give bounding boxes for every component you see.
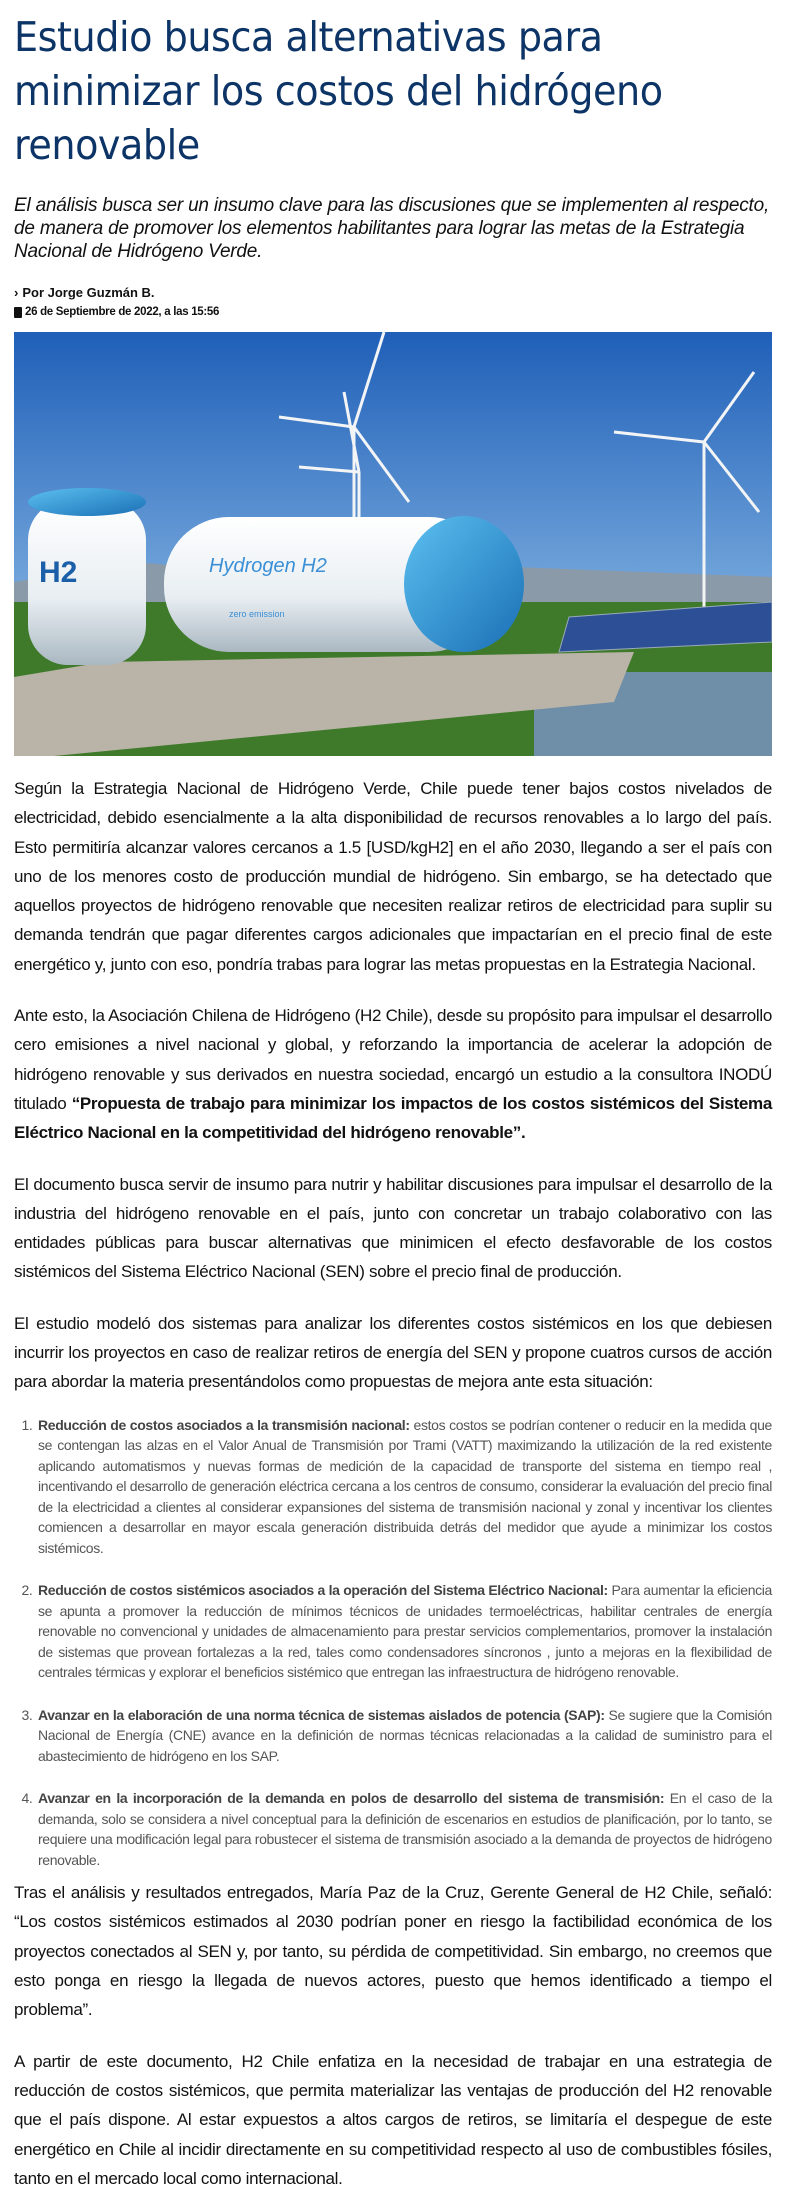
list-item-text: estos costos se podrían contener o reducir en la medida que se contengan las alzas en el Valor Anual de Transmisión por Trami (VATT) maximizando la utilización de la red existente aplicando automatismos y nuevas formas de medición de la capacidad de transporte del sistema en tiempo real , incentivando el desarrollo de generación eléctrica cercana a los centros de consumo, considerar la evaluación del precio final de la electricidad a clientes al considerar expansiones del sistema de transmisión nacional y zonal y incentivar los clientes comiencen a desarrollar en mayor escala generación distribuida detrás del medidor que ayude a minimizar los costos sistémicos.: [38, 1416, 772, 1556]
calendar-icon: [14, 307, 22, 318]
article-lead: El análisis busca ser un insumo clave para las discusiones que se implementen al respecto, de manera de promover los elementos habilitantes para lograr las metas de la Estrategia Nacional de Hidrógeno Verde.: [14, 195, 770, 262]
list-item: [36, 1788, 772, 1870]
paragraph-3: El documento busca servir de insumo para nutrir y habilitar discusiones para impulsar el desarrollo de la industria del hidrógeno renovable en el país, junto con concretar un trabajo colaborativo con las entidades públicas para buscar alternativas que minimicen el efecto desfavorable de los costos sistémicos del Sistema Eléctrico Nacional (SEN) sobre el precio final de producción.: [14, 1174, 772, 1282]
list-item-text: En el caso de la demanda, solo se considera a nivel conceptual para la definición de escenarios en estudios de planificación, por lo tanto, se requiere una modificación legal para robustecer el sistema de transmisión asociado a la demanda de proyectos de hidrógeno renovable.: [38, 1790, 773, 1868]
tank-small-label: H2: [39, 556, 78, 589]
paragraph-5: Tras el análisis y resultados entregados, María Paz de la Cruz, Gerente General de H2 Chile, señaló: “Los costos sistémicos estimados al 2030 podrían poner en riesgo la factibilidad económica de los proyectos conectados al SEN y, por tanto, su pérdida de competitividad. Sin embargo, no creemos que esto ponga en riesgo la llegada de nuevos actores, puesto que hemos identificado a tiempo el problema”.: [14, 1883, 772, 2020]
paragraph-2-text: Ante esto, la Asociación Chilena de Hidrógeno (H2 Chile), desde su propósito para impulsar el desarrollo cero emisiones a nivel nacional y global, y reforzando la importancia de acelerar la adopción de hidrógeno renovable y sus derivados en nuestra sociedad, encargó un estudio a la consultora INODÚ titulado: [14, 1006, 772, 1113]
list-item-title: Avanzar en la elaboración de una norma técnica de sistemas aislados de potencia (SAP):: [38, 1706, 605, 1723]
list-item-title: Reducción de costos sistémicos asociados a la operación del Sistema Eléctrico Nacional:: [38, 1582, 608, 1599]
proposals-list: [14, 1415, 772, 1871]
list-item-title: Avanzar en la incorporación de la demanda en polos de desarrollo del sistema de transmisión:: [38, 1790, 665, 1807]
list-item: [36, 1415, 772, 1559]
publish-date: 26 de Septiembre de 2022, a las 15:56: [25, 306, 220, 318]
list-item: [36, 1705, 772, 1767]
study-title: “Propuesta de trabajo para minimizar los impactos de los costos sistémicos del Sistema Eléctrico Nacional en la competitividad del hidrógeno renovable”.: [14, 1093, 773, 1143]
paragraph-4: El estudio modeló dos sistemas para analizar los diferentes costos sistémicos en los que debiesen incurrir los proyectos en caso de realizar retiros de energía del SEN y propone cuatros cursos de acción para abordar la materia presentándolos como propuestas de mejora ante esta situación:: [14, 1313, 772, 1392]
list-item-title: Reducción de costos asociados a la transmisión nacional:: [38, 1416, 410, 1433]
list-item-text: Para aumentar la eficiencia se apunta a promover la reducción de mínimos técnicos de unidades termoeléctricas, habilitar centrales de energía renovable no convencional y unidades de almacenamiento para prestar servicios complementarios, promover la instalación de sistemas que provean fortalezas a la red, tales como condensadores síncronos , junto a mejoras en la flexibilidad de centrales térmicas y explorar el beneficios sistémico que entregan las infraestructura de hidrógeno renovable.: [38, 1582, 772, 1681]
list-item-text: Se sugiere que la Comisión Nacional de Energía (CNE) avance en la definición de normas técnicas relacionadas a la calidad de suministro para el abastecimiento de hidrógeno en los SAP.: [38, 1706, 772, 1764]
paragraph-1: Según la Estrategia Nacional de Hidrógeno Verde, Chile puede tener bajos costos nivelados de electricidad, debido esencialmente a la alta disponibilidad de recursos renovables a lo largo del país. Esto permitiría alcanzar valores cercanos a 1.5 [USD/kgH2] en el año 2030, llegando a ser el país con uno de los menores costo de producción mundial de hidrógeno. Sin embargo, se ha detectado que aquellos proyectos de hidrógeno renovable que necesiten realizar retiros de electricidad para suplir su demanda tendrán que pagar diferentes cargos adicionales que impactarían en el precio final de este energético y, junto con eso, pondría trabas para lograr las metas propuestas en la Estrategia Nacional.: [14, 779, 772, 974]
paragraph-6: A partir de este documento, H2 Chile enfatiza en la necesidad de trabajar en una estrategia de reducción de costos sistémicos, que permita materializar las ventajas de producción del H2 renovable que el país dispone. Al estar expuestos a altos cargos de retiros, se limitaría el despegue de este energético en Chile al incidir directamente en su competitividad respecto al uso de combustibles fósiles, tanto en el mercado local como internacional.: [14, 2051, 772, 2188]
paragraph-2: [14, 1001, 772, 1147]
date-line: [14, 306, 772, 318]
tank-sub-label: zero emission: [229, 609, 285, 619]
hero-image: [14, 332, 772, 756]
chevron-right-icon: ›: [14, 285, 19, 300]
list-item: [36, 1580, 772, 1683]
article-title: Estudio busca alternativas para minimizar los costos del hidrógeno renovable: [14, 13, 663, 169]
author-line: [14, 285, 772, 300]
tank-large-label: Hydrogen H2: [209, 555, 327, 577]
author-link[interactable]: Por Jorge Guzmán B.: [22, 285, 155, 300]
